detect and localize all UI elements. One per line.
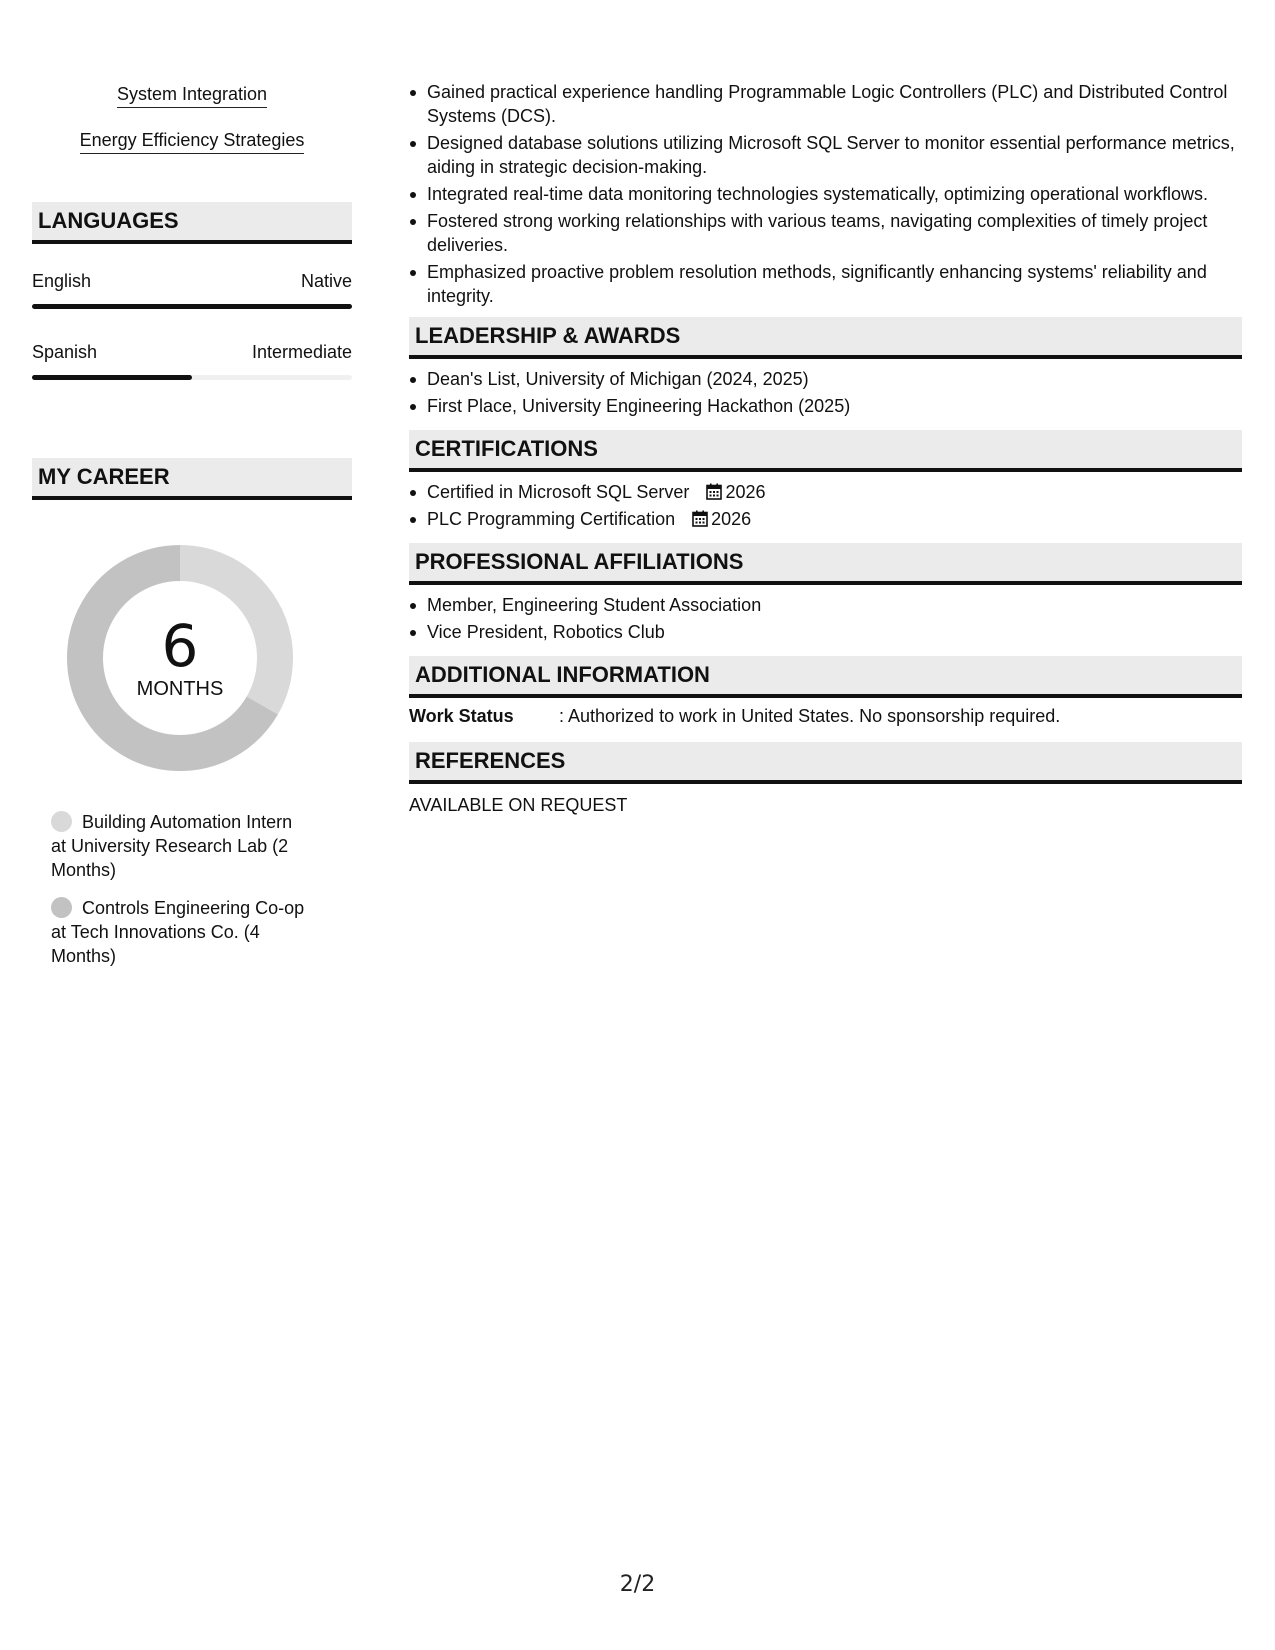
additional-heading: ADDITIONAL INFORMATION	[409, 656, 1242, 698]
career-legend-label: Building Automation Intern at University Research Lab (2 Months)	[51, 812, 293, 880]
language-proficiency-bar	[32, 304, 352, 309]
skills-list	[32, 82, 352, 174]
certification-item	[409, 480, 1242, 504]
language-proficiency-fill	[32, 304, 352, 309]
leadership-item: Dean's List, University of Michigan (2024, 2025)	[409, 367, 1242, 391]
career-legend	[32, 810, 312, 968]
left-column	[32, 82, 352, 982]
affiliation-item: Member, Engineering Student Association	[409, 593, 1242, 617]
affiliations-section	[409, 543, 1242, 644]
career-legend-label: Controls Engineering Co-op at Tech Innovations Co. (4 Months)	[51, 898, 305, 966]
career-total	[66, 544, 294, 772]
certification-year: 2026	[725, 482, 766, 502]
certification-name: PLC Programming Certification	[427, 509, 676, 529]
legend-dot	[51, 811, 72, 832]
language-level: Native	[300, 271, 352, 291]
certifications-list	[409, 480, 1242, 531]
work-status-label: Work Status	[409, 706, 514, 726]
language-level: Intermediate	[251, 342, 352, 362]
affiliation-item: Vice President, Robotics Club	[409, 620, 1242, 644]
certifications-heading: CERTIFICATIONS	[409, 430, 1242, 472]
calendar-icon	[692, 510, 708, 527]
languages-heading: LANGUAGES	[32, 202, 352, 244]
right-column	[409, 80, 1242, 817]
experience-bullet: Fostered strong working relationships with various teams, navigating complexities of timely project deliveries.	[409, 209, 1242, 257]
certification-year: 2026	[711, 509, 752, 529]
language-name: Spanish	[32, 342, 98, 362]
experience-bullet: Designed database solutions utilizing Microsoft SQL Server to monitor essential performance metrics, aiding in strategic decision-making.	[409, 131, 1242, 179]
career-legend-item	[51, 896, 312, 968]
career-heading: MY CAREER	[32, 458, 352, 500]
references-section	[409, 742, 1242, 817]
calendar-icon	[706, 483, 722, 500]
experience-bullet: Gained practical experience handling Programmable Logic Controllers (PLC) and Distributed Control Systems (DCS).	[409, 80, 1242, 128]
page-number: 2/2	[619, 1572, 656, 1597]
leadership-heading: LEADERSHIP & AWARDS	[409, 317, 1242, 359]
career-total-unit: MONTHS	[136, 678, 224, 700]
language-name: English	[32, 271, 92, 291]
certification-item	[409, 507, 1242, 531]
experience-bullets	[409, 80, 1242, 308]
work-status-value: : Authorized to work in United States. No sponsorship required.	[559, 706, 1061, 726]
certifications-section	[409, 430, 1242, 531]
legend-dot	[51, 897, 72, 918]
language-item	[32, 341, 352, 380]
certification-name: Certified in Microsoft SQL Server	[427, 482, 690, 502]
experience-bullet: Integrated real-time data monitoring technologies systematically, optimizing operational workflows.	[409, 182, 1242, 206]
skill-tag: System Integration	[117, 82, 267, 108]
leadership-item: First Place, University Engineering Hackathon (2025)	[409, 394, 1242, 418]
career-legend-item	[51, 810, 312, 882]
references-text: AVAILABLE ON REQUEST	[409, 795, 628, 815]
affiliations-heading: PROFESSIONAL AFFILIATIONS	[409, 543, 1242, 585]
additional-section	[409, 656, 1242, 728]
references-heading: REFERENCES	[409, 742, 1242, 784]
experience-bullet: Emphasized proactive problem resolution methods, significantly enhancing systems' reliability and integrity.	[409, 260, 1242, 308]
leadership-list	[409, 367, 1242, 418]
career-donut-chart	[66, 544, 294, 772]
language-proficiency-fill	[32, 375, 192, 380]
work-status-row	[409, 704, 1242, 728]
language-proficiency-bar	[32, 375, 352, 380]
skill-tag: Energy Efficiency Strategies	[80, 128, 305, 154]
affiliations-list	[409, 593, 1242, 644]
leadership-section	[409, 317, 1242, 418]
language-item	[32, 270, 352, 309]
career-total-number: 6	[161, 612, 199, 680]
